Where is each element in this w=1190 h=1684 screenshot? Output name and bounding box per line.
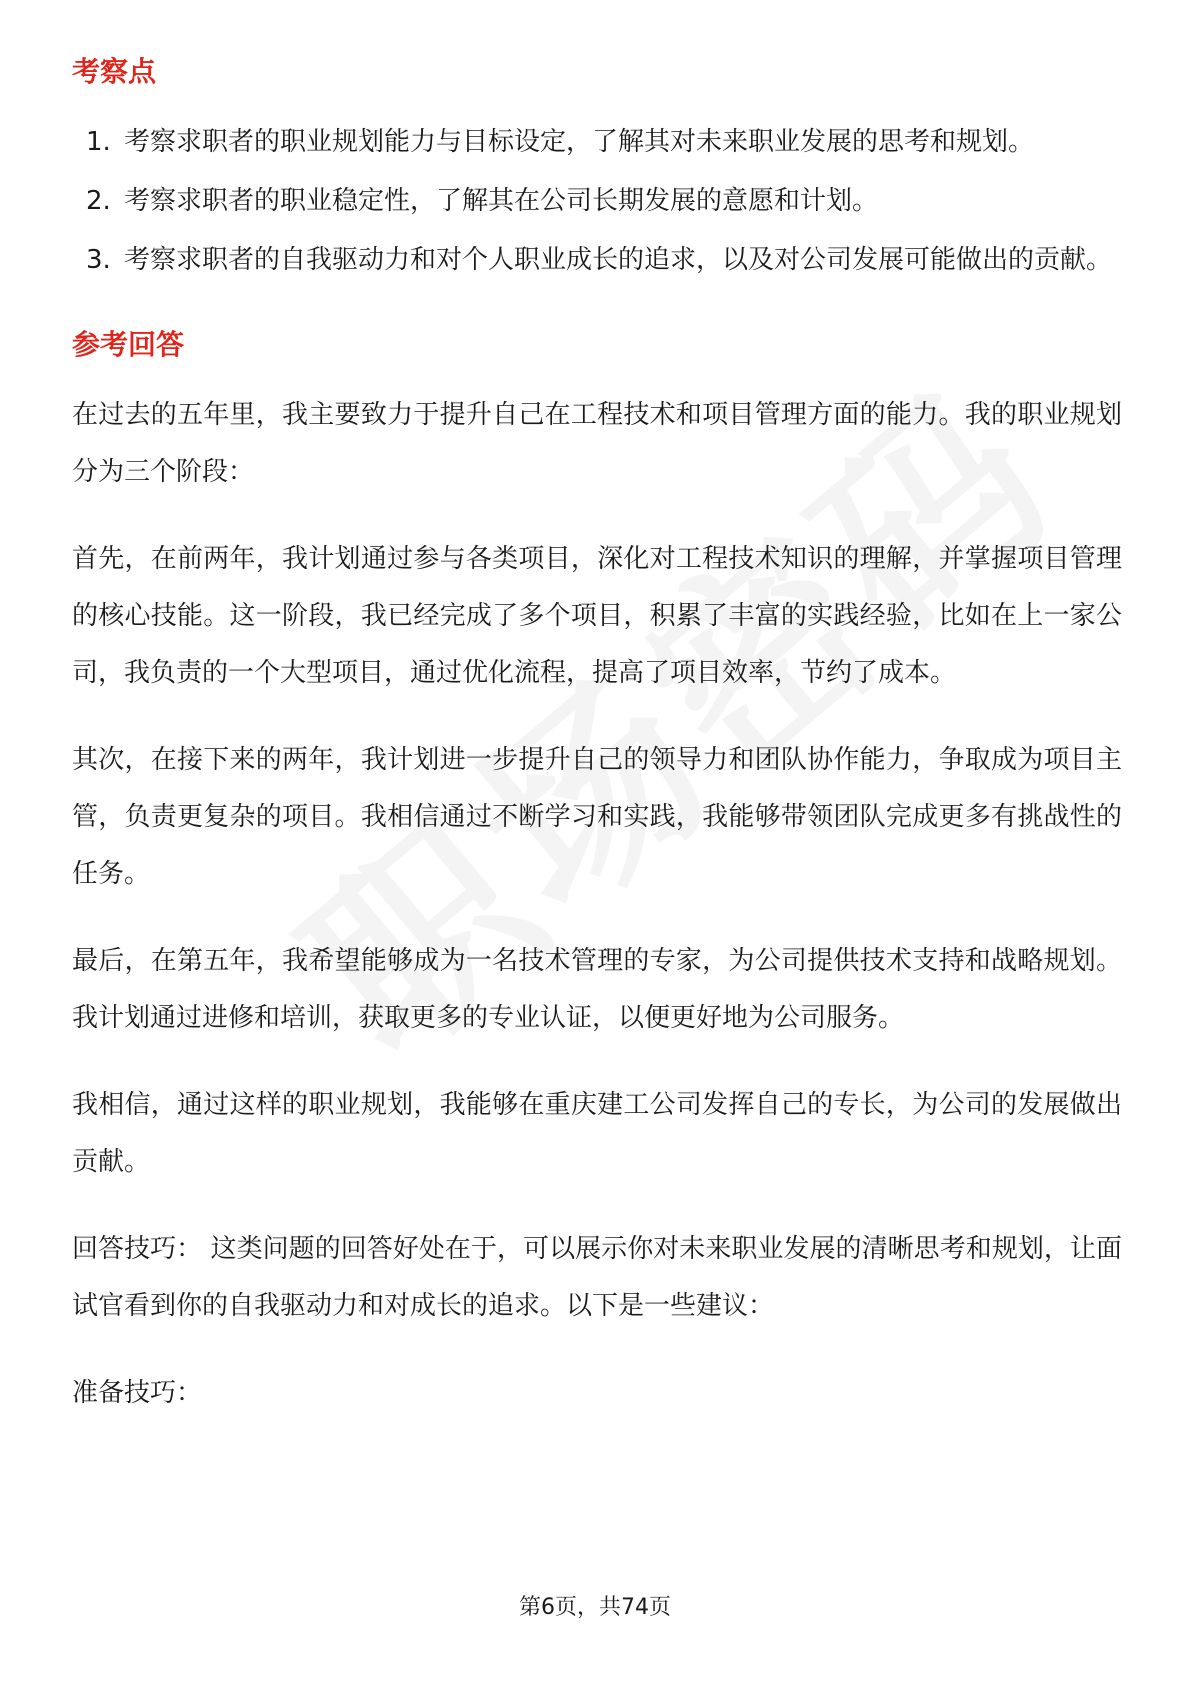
- points-list: [72, 114, 1122, 289]
- page-number: 第6页，共74页: [519, 1595, 671, 1620]
- list-item-number: 1.: [86, 127, 111, 157]
- paragraph: 在过去的五年里，我主要致力于提升自己在工程技术和项目管理方面的能力。我的职业规划分为三个阶段：: [72, 400, 1122, 487]
- list-item-text: 考察求职者的职业稳定性，了解其在公司长期发展的意愿和计划。: [124, 186, 879, 216]
- list-item-number: 3.: [86, 245, 111, 275]
- paragraph: 我相信，通过这样的职业规划，我能够在重庆建工公司发挥自己的专长，为公司的发展做出贡献。: [72, 1090, 1122, 1177]
- paragraph: 回答技巧： 这类问题的回答好处在于，可以展示你对未来职业发展的清晰思考和规划，让面试官看到你的自我驱动力和对成长的追求。以下是一些建议：: [72, 1234, 1122, 1321]
- section-title-answer: 参考回答: [72, 328, 185, 361]
- list-item: [72, 232, 1122, 289]
- section-title-points: 考察点: [72, 55, 157, 88]
- list-item: [72, 173, 1122, 230]
- paragraph: 准备技巧：: [72, 1378, 203, 1408]
- paragraph: 最后，在第五年，我希望能够成为一名技术管理的专家，为公司提供技术支持和战略规划。我计划通过进修和培训，获取更多的专业认证，以便更好地为公司服务。: [72, 946, 1122, 1033]
- list-item: [72, 114, 1122, 171]
- document-page: [72, 40, 1122, 1452]
- paragraph: 首先，在前两年，我计划通过参与各类项目，深化对工程技术知识的理解，并掌握项目管理的核心技能。这一阶段，我已经完成了多个项目，积累了丰富的实践经验，比如在上一家公司，我负责的一个大型项目，通过优化流程，提高了项目效率，节约了成本。: [72, 544, 1122, 688]
- list-item-text: 考察求职者的职业规划能力与目标设定，了解其对未来职业发展的思考和规划。: [124, 127, 1035, 157]
- paragraph: 其次，在接下来的两年，我计划进一步提升自己的领导力和团队协作能力，争取成为项目主管，负责更复杂的项目。我相信通过不断学习和实践，我能够带领团队完成更多有挑战性的任务。: [72, 745, 1122, 889]
- list-item-text: 考察求职者的自我驱动力和对个人职业成长的追求，以及对公司发展可能做出的贡献。: [124, 245, 1113, 275]
- list-item-number: 2.: [86, 186, 111, 216]
